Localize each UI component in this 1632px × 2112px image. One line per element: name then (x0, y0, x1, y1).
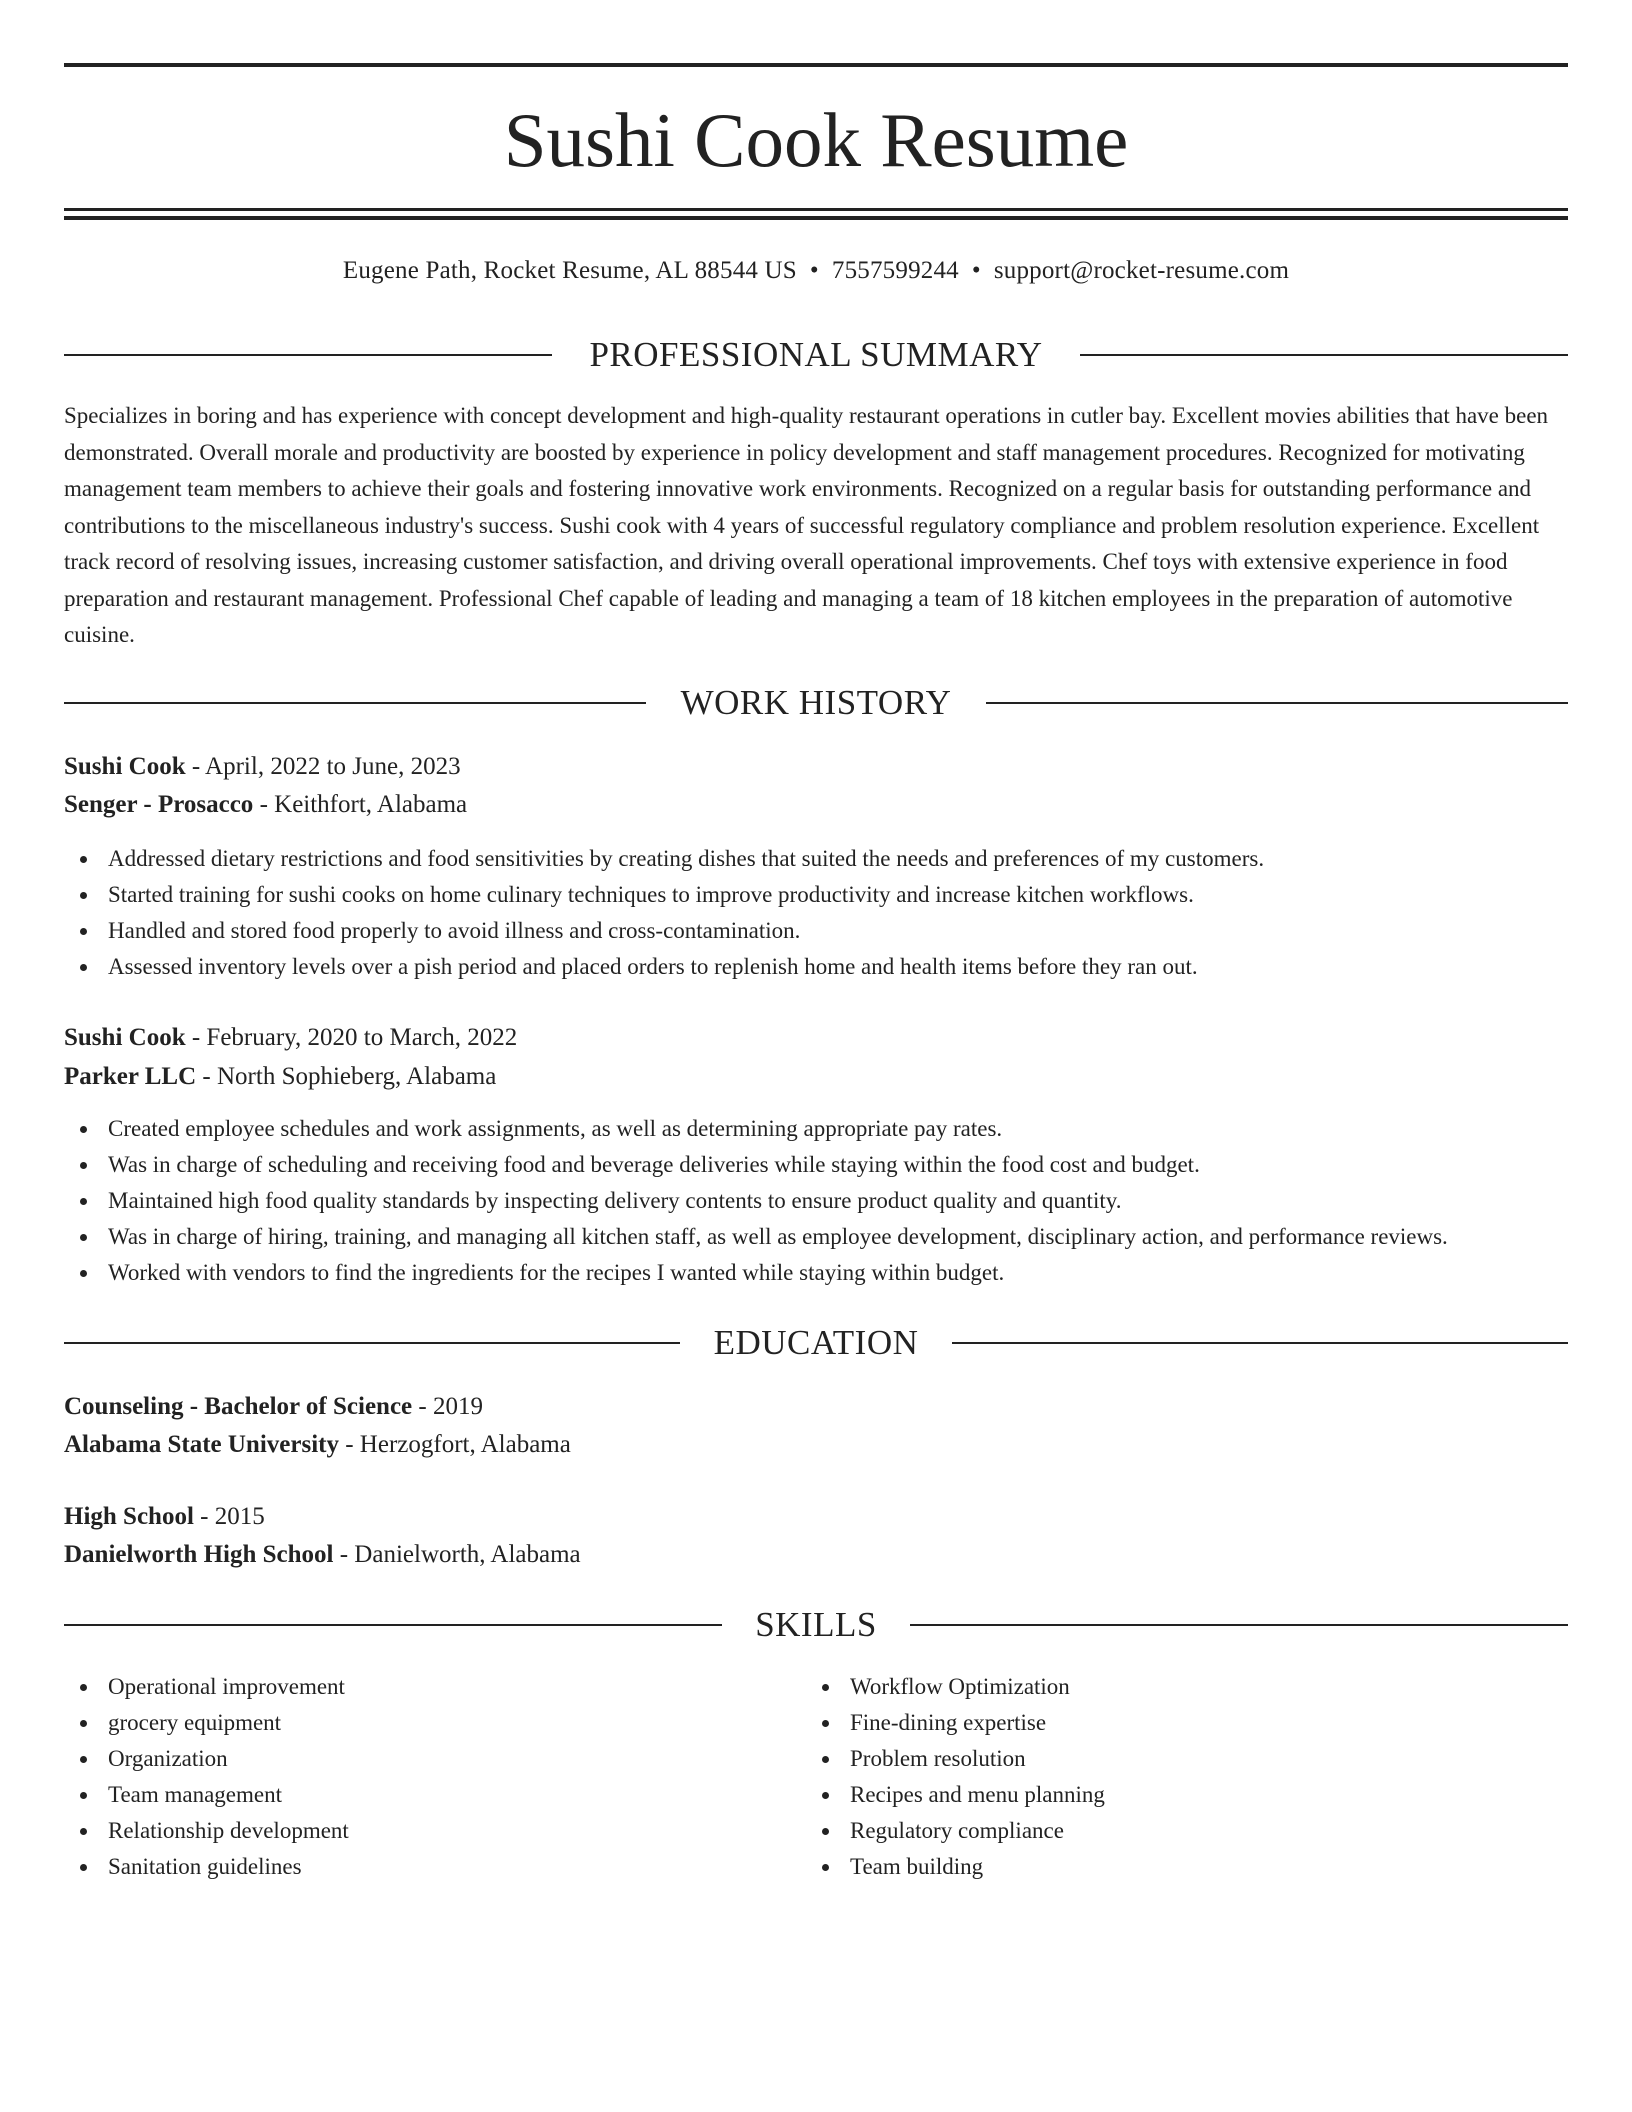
skill-item: Operational improvement (64, 1669, 764, 1705)
job-dates: - February, 2020 to March, 2022 (185, 1024, 518, 1051)
education-school-line (64, 1428, 1568, 1462)
skill-item: Organization (64, 1741, 764, 1777)
section-header-summary (64, 335, 1568, 375)
job-title-line (64, 750, 1568, 784)
top-rule (64, 63, 1568, 67)
skill-item: Team building (806, 1849, 1506, 1885)
skill-item: grocery equipment (64, 1705, 764, 1741)
section-title-summary: PROFESSIONAL SUMMARY (589, 335, 1043, 374)
section-rule-right (910, 1624, 1568, 1626)
list-item: Assessed inventory levels over a pish period and placed orders to replenish home and health items before they ran out. (64, 949, 1568, 985)
contact-address: Eugene Path, Rocket Resume, AL 88544 US (342, 257, 797, 284)
title-rule-lower (64, 216, 1568, 220)
job-bullets (64, 1111, 1568, 1291)
contact-separator: • (971, 257, 981, 284)
list-item: Maintained high food quality standards by inspecting delivery contents to ensure product quality and quantity. (64, 1183, 1568, 1219)
education-degree: High School (64, 1503, 194, 1530)
skills-list-right (806, 1669, 1506, 1885)
education-school: Danielworth High School (64, 1541, 334, 1568)
education-location: - Danielworth, Alabama (333, 1541, 581, 1568)
education-degree-line (64, 1500, 1568, 1534)
section-header-skills (64, 1605, 1568, 1645)
job-location: - North Sophieberg, Alabama (196, 1063, 497, 1090)
title-rule-upper (64, 208, 1568, 211)
contact-phone: 7557599244 (831, 257, 959, 284)
education-year: - 2015 (193, 1503, 265, 1530)
skill-item: Problem resolution (806, 1741, 1506, 1777)
job-title-line (64, 1021, 1568, 1055)
resume-title: Sushi Cook Resume (503, 97, 1129, 183)
skill-item: Team management (64, 1777, 764, 1813)
job-title: Sushi Cook (64, 1024, 186, 1051)
education-degree-line (64, 1390, 1568, 1424)
job-company: Parker LLC (64, 1063, 197, 1090)
list-item: Worked with vendors to find the ingredients for the recipes I wanted while staying within budget. (64, 1255, 1568, 1291)
education-school-line (64, 1538, 1568, 1572)
section-title-work: WORK HISTORY (680, 683, 952, 722)
education-degree: Counseling - Bachelor of Science (64, 1393, 413, 1420)
job-company-line (64, 788, 1568, 822)
education-location: - Herzogfort, Alabama (338, 1431, 571, 1458)
section-header-work (64, 683, 1568, 723)
list-item: Was in charge of hiring, training, and managing all kitchen staff, as well as employee development, disciplinary action, and performance reviews. (64, 1219, 1568, 1255)
contact-email[interactable]: support@rocket-resume.com (993, 257, 1290, 284)
list-item: Started training for sushi cooks on home culinary techniques to improve productivity and increase kitchen workflows. (64, 877, 1568, 913)
skill-item: Relationship development (64, 1813, 764, 1849)
section-rule-right (986, 702, 1568, 704)
list-item: Created employee schedules and work assignments, as well as determining appropriate pay rates. (64, 1111, 1568, 1147)
skill-item: Recipes and menu planning (806, 1777, 1506, 1813)
list-item: Was in charge of scheduling and receiving food and beverage deliveries while staying within the food cost and budget. (64, 1147, 1568, 1183)
job-bullets (64, 841, 1568, 985)
contact-separator: • (809, 257, 819, 284)
education-year: - 2019 (412, 1393, 483, 1420)
job-location: - Keithfort, Alabama (253, 791, 468, 818)
skill-item: Regulatory compliance (806, 1813, 1506, 1849)
skills-list-left (64, 1669, 764, 1885)
skill-item: Sanitation guidelines (64, 1849, 764, 1885)
job-company: Senger - Prosacco (64, 791, 254, 818)
job-title: Sushi Cook (64, 753, 186, 780)
list-item: Addressed dietary restrictions and food sensitivities by creating dishes that suited the needs and preferences of my customers. (64, 841, 1568, 877)
section-title-education: EDUCATION (713, 1323, 919, 1362)
section-rule-right (952, 1342, 1568, 1344)
job-company-line (64, 1060, 1568, 1094)
skill-item: Workflow Optimization (806, 1669, 1506, 1705)
summary-paragraph: Specializes in boring and has experience with concept development and high-quality restaurant operations in cutler bay. Excellent movies abilities that have been demonstrated. Overall morale and productivity are boosted by experience in policy development and staff management procedures. Recognized for motivating management team members to achieve their goals and fostering innovative work environments. Recognized on a regular basis for outstanding performance and contributions to the miscellaneous industry's success. Sushi cook with 4 years of successful regulatory compliance and problem resolution experience. Excellent track record of resolving issues, increasing customer satisfaction, and driving overall operational improvements. Chef toys with extensive experience in food preparation and restaurant management. Professional Chef capable of leading and managing a team of 18 kitchen employees in the preparation of automotive cuisine. (64, 403, 1549, 647)
education-school: Alabama State University (64, 1431, 339, 1458)
section-title-skills: SKILLS (755, 1605, 877, 1644)
list-item: Handled and stored food properly to avoid illness and cross-contamination. (64, 913, 1568, 949)
section-rule-right (1080, 354, 1568, 356)
skill-item: Fine-dining expertise (806, 1705, 1506, 1741)
job-dates: - April, 2022 to June, 2023 (185, 753, 461, 780)
contact-line (64, 254, 1568, 288)
section-header-education (64, 1323, 1568, 1363)
